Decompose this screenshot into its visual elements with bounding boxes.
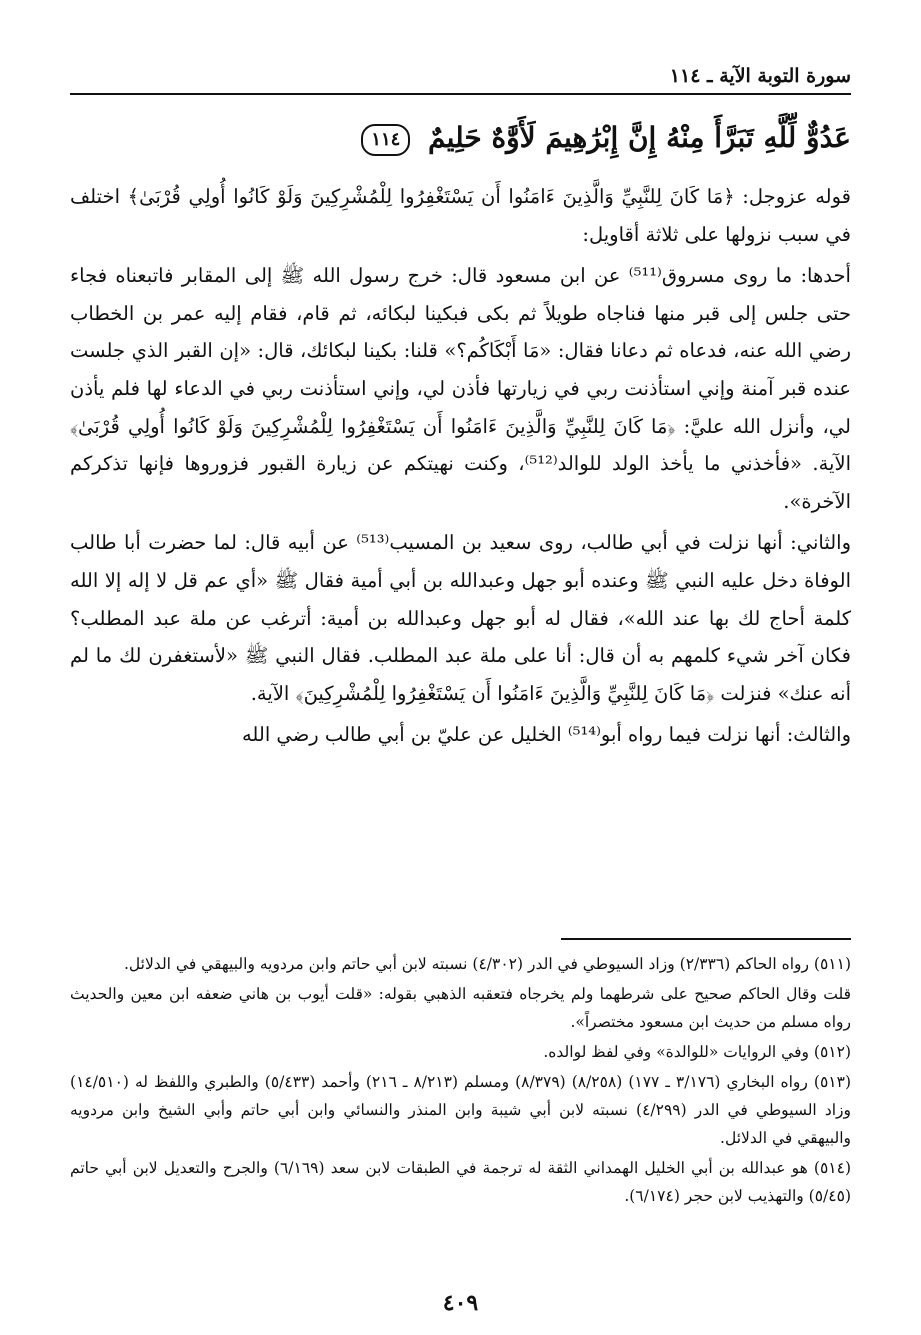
header-rule bbox=[70, 93, 851, 95]
verse-text: عَدُوٌّ لِّلَّهِ تَبَرَّأَ مِنْهُ إِنَّ إِبْرَٰهِيمَ لَأَوَّٰهٌ حَلِيمٌ bbox=[428, 121, 851, 154]
footnote-512: (٥١٢) وفي الروايات «للوالدة» وفي لفظ لوالده. bbox=[543, 1043, 851, 1061]
footnote-rule bbox=[561, 938, 851, 940]
paragraph-third-opinion: والثالث: أنها نزلت فيما رواه أبو⁽⁵¹⁴⁾ الخليل عن عليّ بن أبي طالب رضي الله bbox=[241, 723, 851, 747]
running-header: سورة التوبة الآية ـ ١١٤ bbox=[669, 65, 851, 87]
footnote-511-note: قلت وقال الحاكم صحيح على شرطهما ولم يخرجاه فتعقبه الذهبي بقوله: «قلت أيوب بن هاني ضعفه ابن معين والحديث رواه مسلم من حديث ابن مسعود مختصراً». bbox=[70, 985, 851, 1031]
footnote-514: (٥١٤) هو عبدالله بن أبي الخليل الهمداني الثقة له ترجمة في الطبقات لابن سعد (٦/١٦٩) والجرح والتعديل لابن أبي حاتم (٥/٤٥) والتهذيب لابن حجر (٦/١٧٤). bbox=[70, 1159, 851, 1205]
page-number: ٤٠٩ bbox=[442, 1290, 479, 1316]
paragraph-intro: قوله عزوجل: ﴿مَا كَانَ لِلنَّبِيِّ وَالَّذِينَ ءَامَنُوا أَن يَسْتَغْفِرُوا لِلْمُشْرِكِينَ وَلَوْ كَانُوا أُولِي قُرْبَىٰ﴾ اختلف في سبب نزولها على ثلاثة أقاويل: bbox=[70, 185, 851, 246]
footnotes bbox=[70, 950, 851, 1212]
main-text bbox=[70, 178, 851, 758]
footnote-511: (٥١١) رواه الحاكم (٢/٣٣٦) وزاد السيوطي في الدر (٤/٣٠٢) نسبته لابن أبي حاتم وابن مردويه والبيهقي في الدلائل. bbox=[123, 955, 851, 973]
ayah-number-marker: ١١٤ bbox=[361, 124, 410, 156]
paragraph-first-opinion: أحدها: ما روى مسروق⁽⁵¹¹⁾ عن ابن مسعود قال: خرج رسول الله ﷺ إلى المقابر فاتبعناه فجاء حتى جلس إلى قبر منها فناجاه طويلاً ثم بكى فبكينا لبكائه، ثم قام، فقام إليه عمر بن الخطاب رضي الله عنه، فدعاه ثم دعانا فقال: «مَا أَبْكَاكُم؟» قلنا: بكينا لبكائك، قال: «إن القبر الذي جلست عنده قبر آمنة وإني استأذنت ربي في زيارتها فأذن لي، وإني استأذنت ربي في الدعاء لها فلم يأذن لي، وأنزل الله عليَّ: ﴿مَا كَانَ لِلنَّبِيِّ وَالَّذِينَ ءَامَنُوا أَن يَسْتَغْفِرُوا لِلْمُشْرِكِينَ وَلَوْ كَانُوا أُولِي قُرْبَىٰ﴾ الآية. «فأخذني ما يأخذ الولد للوالد⁽⁵¹²⁾، وكنت نهيتكم عن زيارة القبور فزوروها فإنها تذكركم الآخرة». bbox=[70, 264, 851, 513]
paragraph-second-opinion: والثاني: أنها نزلت في أبي طالب، روى سعيد بن المسيب⁽⁵¹³⁾ عن أبيه قال: لما حضرت أبا طالب الوفاة دخل عليه النبي ﷺ وعنده أبو جهل وعبدالله بن أبي أمية فقال ﷺ «أي عم قل لا إله إلا الله كلمة أحاج لك بها عند الله»، فقال له أبو جهل وعبدالله بن أمية: أترغب عن ملة عبد المطلب؟ فكان آخر شيء كلمهم به أن قال: أنا على ملة عبد المطلب. فقال النبي ﷺ «لأستغفرن لك ما لم أنه عنك» فنزلت ﴿مَا كَانَ لِلنَّبِيِّ وَالَّذِينَ ءَامَنُوا أَن يَسْتَغْفِرُوا لِلْمُشْرِكِينَ﴾ الآية. bbox=[70, 531, 851, 705]
quran-verse bbox=[70, 110, 851, 166]
footnote-513: (٥١٣) رواه البخاري (٣/١٧٦ ـ ١٧٧) (٨/٢٥٨) (٨/٣٧٩) ومسلم (٨/٢١٣ ـ ٢١٦) وأحمد (٥/٤٣٣) والطبري واللفظ له (١٤/٥١٠) وزاد السيوطي في الدر (٤/٢٩٩) نسبته لابن أبي شيبة وابن المنذر والنسائي وابن أبي حاتم وأبي الشيخ وابن مردويه والبيهقي في الدلائل. bbox=[70, 1073, 851, 1147]
